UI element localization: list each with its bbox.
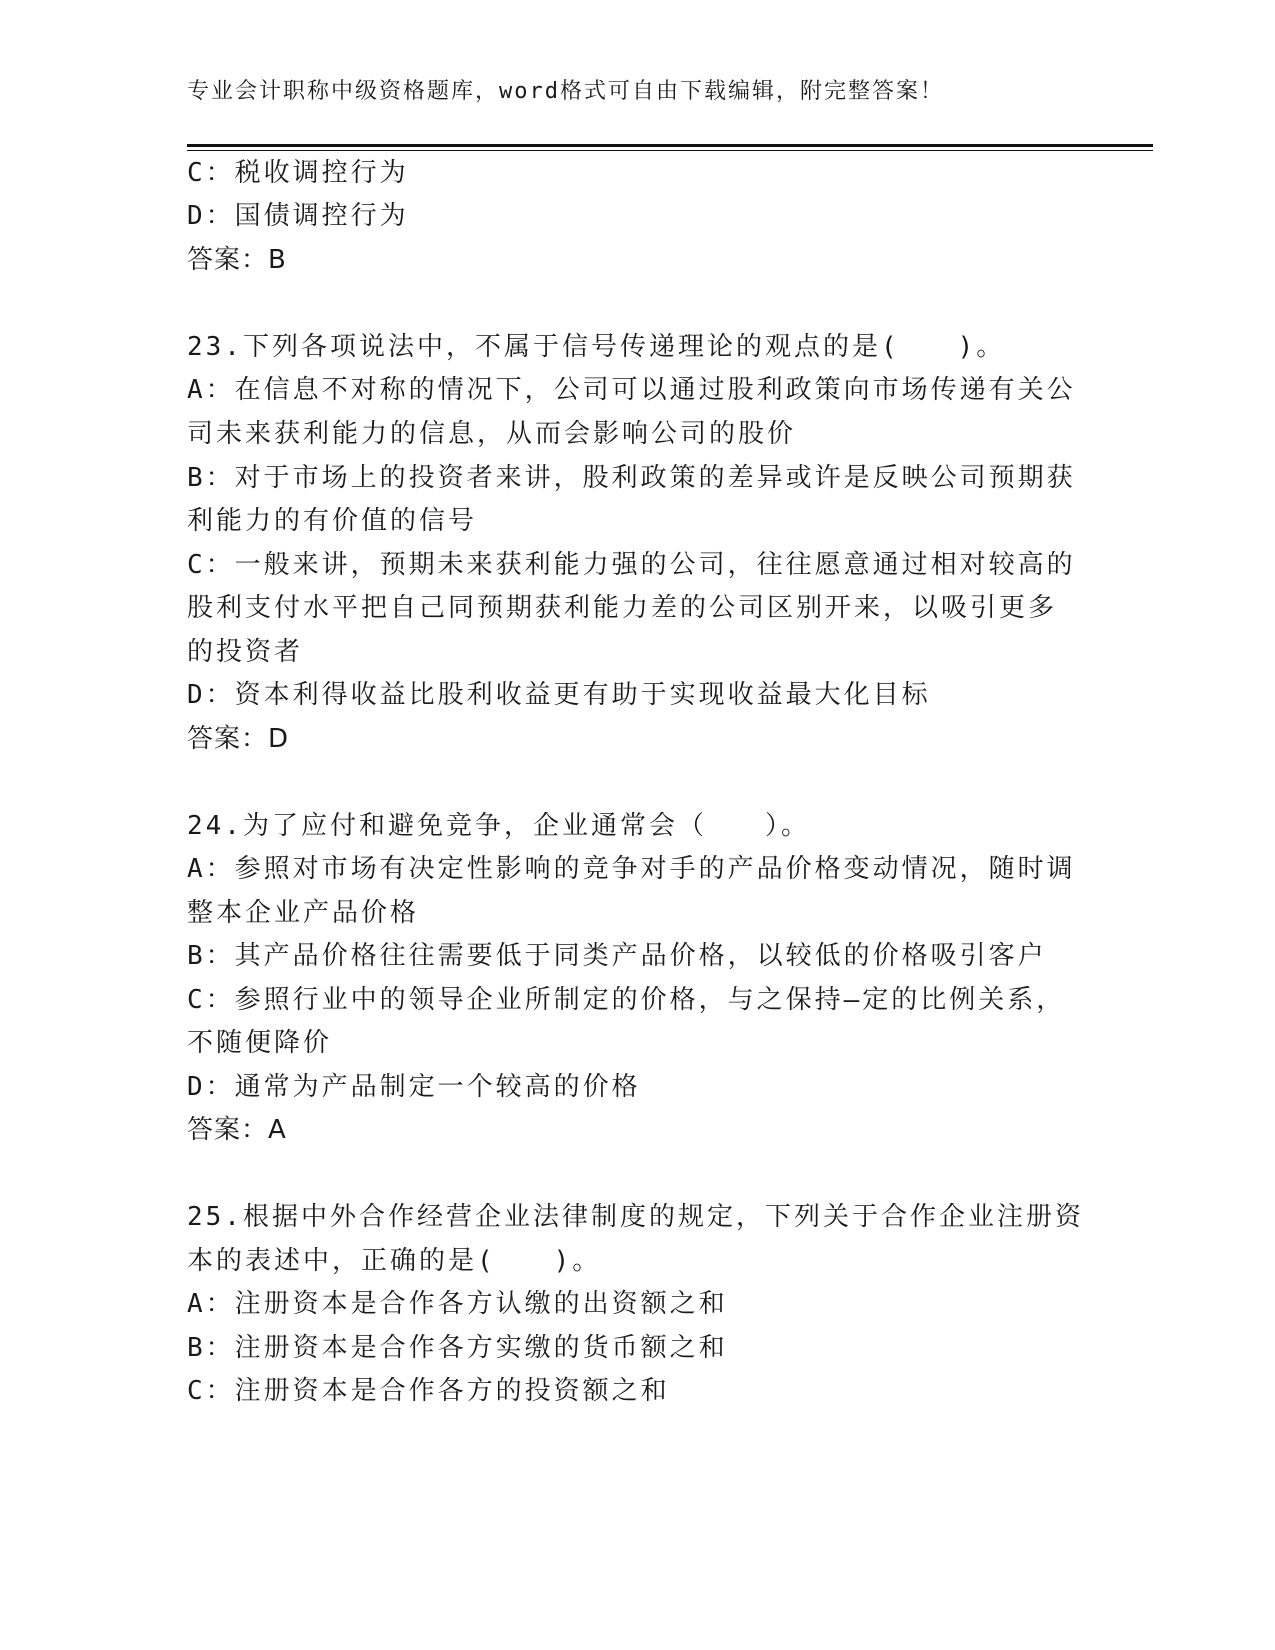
q23-option-a: A：在信息不对称的情况下，公司可以通过股利政策向市场传递有关公 <box>187 375 1076 405</box>
q25-stem: 25.根据中外合作经营企业法律制度的规定，下列关于合作企业注册资 <box>187 1202 1084 1232</box>
q23-option-c-cont: 股利支付水平把自己同预期获利能力差的公司区别开来，以吸引更多 <box>187 593 1058 623</box>
q24-option-a-cont: 整本企业产品价格 <box>187 898 420 928</box>
q23-option-c: C：一般来讲，预期未来获利能力强的公司，往往愿意通过相对较高的 <box>187 550 1076 580</box>
q25-option-a: A：注册资本是合作各方认缴的出资额之和 <box>187 1289 728 1319</box>
q25-stem-cont: 本的表述中，正确的是( )。 <box>187 1246 602 1276</box>
prev-option-c: C：税收调控行为 <box>187 158 409 188</box>
q24-stem: 24.为了应付和避免竞争，企业通常会（ ）。 <box>187 811 810 841</box>
q24-option-c-cont: 不随便降价 <box>187 1028 333 1058</box>
q23-option-b-cont: 利能力的有价值的信号 <box>187 506 478 536</box>
prev-option-d: D：国债调控行为 <box>187 201 409 231</box>
q24-option-c: C：参照行业中的领导企业所制定的价格，与之保持—定的比例关系， <box>187 985 1066 1015</box>
q25-option-b: B：注册资本是合作各方实缴的货币额之和 <box>187 1333 728 1363</box>
header-rule-thin <box>187 150 1153 151</box>
q23-option-a-cont: 司未来获利能力的信息，从而会影响公司的股价 <box>187 419 797 449</box>
q23-option-d: D：资本利得收益比股利收益更有助于实现收益最大化目标 <box>187 680 931 710</box>
header-rule-thick <box>187 144 1153 147</box>
q24-option-d: D：通常为产品制定一个较高的价格 <box>187 1072 641 1102</box>
q24-option-a: A：参照对市场有决定性影响的竞争对手的产品价格变动情况，随时调 <box>187 854 1076 884</box>
q25-option-c: C：注册资本是合作各方的投资额之和 <box>187 1376 670 1406</box>
q24-option-b: B：其产品价格往往需要低于同类产品价格，以较低的价格吸引客户 <box>187 941 1047 971</box>
page-header: 专业会计职称中级资格题库，word格式可自由下载编辑，附完整答案！ <box>187 79 944 104</box>
q23-option-b: B：对于市场上的投资者来讲，股利政策的差异或许是反映公司预期获 <box>187 463 1076 493</box>
q23-stem: 23.下列各项说法中，不属于信号传递理论的观点的是( )。 <box>187 332 1006 362</box>
q24-answer: 答案：A <box>187 1115 287 1145</box>
q23-option-c-cont2: 的投资者 <box>187 637 304 667</box>
prev-answer: 答案：B <box>187 245 287 275</box>
q23-answer: 答案：D <box>187 724 290 754</box>
